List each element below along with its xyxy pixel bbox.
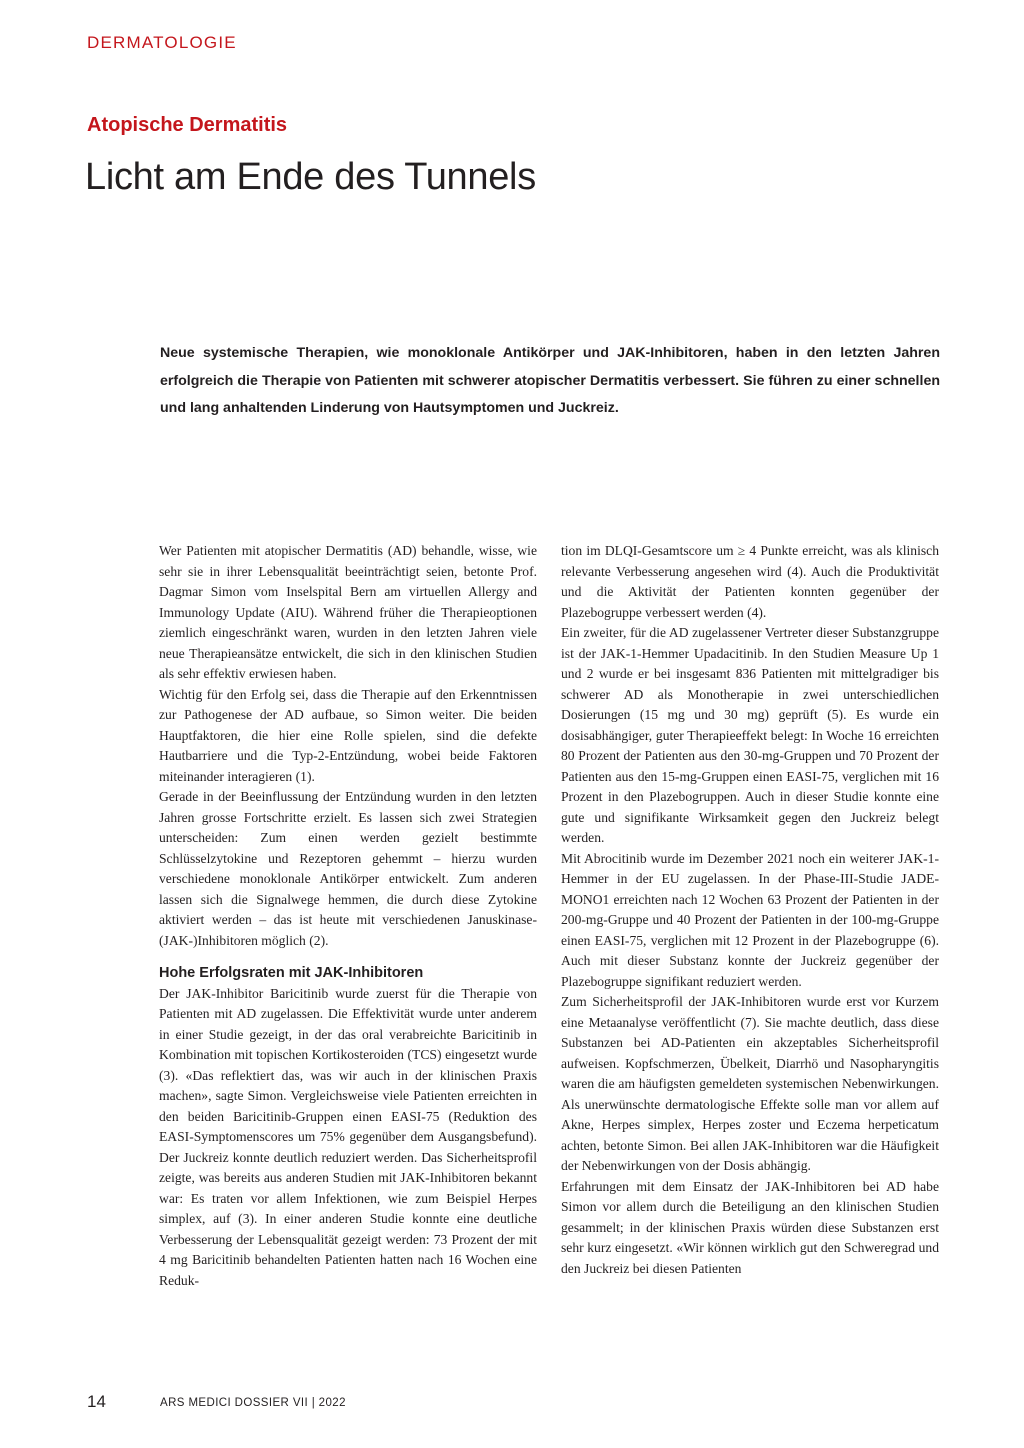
paragraph: Mit Abrocitinib wurde im Dezember 2021 noch ein weiterer JAK-1-Hemmer in der EU zugelassen. In der Phase-III-Studie JADE-MONO1 erreichten nach 12 Wochen 63 Prozent der Patienten in der 200-mg-Gruppe und 40 Prozent der Patienten in der 100-mg-Gruppe einen EASI-75, verglichen mit 12 Prozent in der Plazebogruppe (6). Auch mit dieser Substanz konnte der Juckreiz gegenüber der Plazebogruppe signifikant reduziert werden. (561, 850, 939, 989)
paragraph: Ein zweiter, für die AD zugelassener Vertreter dieser Substanzgruppe ist der JAK-1-Hemmer Upadacitinib. In den Studien Measure Up 1 und 2 wurde er bei insgesamt 836 Patienten mit mittelgradiger bis schwerer AD als Monotherapie in zwei unterschiedlichen Dosierungen (15 mg und 30 mg) geprüft (5). Es wurde ein dosisabhängiger, guter Therapieeffekt belegt: In Woche 16 erreichten 80 Prozent der Patienten aus den 30-mg-Gruppen und 70 Prozent der Patienten aus den 15-mg-Gruppen einen EASI-75, verglichen mit 16 Prozent in den Plazebogruppen. Auch in dieser Studie konnte eine gute und signifikante Wirksamkeit gegen den Juckreiz belegt werden. (561, 625, 939, 845)
subheading: Hohe Erfolgsraten mit JAK-Inhibitoren (159, 965, 424, 981)
paragraph: tion im DLQI-Gesamtscore um ≥ 4 Punkte erreicht, was als klinisch relevante Verbesserung angesehen wird (4). Auch die Produktivität und die Aktivität der Patienten konnten gegenüber der Plazebogruppe verbessert werden (4). (561, 543, 939, 620)
paragraph: Der JAK-Inhibitor Baricitinib wurde zuerst für die Therapie von Patienten mit AD zugelassen. Die Effektivität wurde unter anderem in einer Studie gezeigt, in der das oral verabreichte Baricitinib in Kombination mit topischen Kortikosteroiden (TCS) eingesetzt wurde (3). «Das reflektiert das, was wir auch in der klinischen Praxis machen», sagte Simon. Vergleichsweise viele Patienten erreichten in den beiden Baricitinib-Gruppen einen EASI-75 (Reduktion des EASI-Symptomenscores um 75% gegenüber dem Ausgangsbefund). Der Juckreiz konnte deutlich reduziert werden. Das Sicherheitsprofil zeigte, was bereits aus anderen Studien mit JAK-Inhibitoren bekannt war: Es traten vor allem Infektionen, wie zum Beispiel Herpes simplex, auf (3). In einer anderen Studie konnte eine deutliche Verbesserung der Lebensqualität gezeigt werden: 73 Prozent der mit 4 mg Baricitinib behandelten Patienten hatten nach 16 Wochen eine Reduk- (159, 985, 537, 1288)
journal-name: ARS MEDICI DOSSIER VII | 2022 (160, 1397, 346, 1409)
paragraph: Wichtig für den Erfolg sei, dass die Therapie auf den Erkenntnissen zur Pathogenese der AD aufbaue, so Simon weiter. Die beiden Hauptfaktoren, die hier eine Rolle spielen, sind die defekte Hautbarriere und die Typ-2-Entzündung, wobei beide Faktoren miteinander interagieren (1). (159, 686, 537, 784)
paragraph: Wer Patienten mit atopischer Dermatitis (AD) behandle, wisse, wie sehr sie in ihrer Lebensqualität beeinträchtigt seien, betonte Prof. Dagmar Simon vom Inselspital Bern am virtuellen Allergy and Immunology Update (AIU). Während früher die Therapieoptionen ziemlich eingeschränkt waren, wurden in den letzten Jahren viele neue Therapieansätze entwickelt, die sich in den klinischen Studien als sehr effektiv erwiesen haben. (159, 543, 537, 681)
text-column-right (561, 541, 939, 1279)
article-kicker: Atopische Dermatitis (87, 114, 288, 136)
page-number: 14 (87, 1392, 106, 1411)
text-column-left (159, 541, 537, 1291)
article-title: Licht am Ende des Tunnels (85, 156, 536, 198)
section-label: DERMATOLOGIE (87, 33, 237, 52)
paragraph: Zum Sicherheitsprofil der JAK-Inhibitoren wurde erst vor Kurzem eine Metaanalyse veröffentlicht (7). Sie machte deutlich, dass diese Substanzen bei AD-Patienten ein akzeptables Sicherheitsprofil aufweisen. Kopfschmerzen, Übelkeit, Diarrhö und Nasopharyngitis waren die am häufigsten gemeldeten systemischen Nebenwirkungen. Als unerwünschte dermatologische Effekte solle man vor allem auf Akne, Herpes simplex, Herpes zoster und Eczema herpeticatum achten, betonte Simon. Bei allen JAK-Inhibitoren war die Häufigkeit der Nebenwirkungen von der Dosis abhängig. (561, 994, 939, 1173)
article-lead: Neue systemische Therapien, wie monoklonale Antikörper und JAK-Inhibitoren, haben in den letzten Jahren erfolgreich die Therapie von Patienten mit schwerer atopischer Dermatitis verbessert. Sie führen zu einer schnellen und lang anhaltenden Linderung von Hautsymptomen und Juckreiz. (160, 345, 940, 416)
paragraph: Gerade in der Beeinflussung der Entzündung wurden in den letzten Jahren grosse Fortschritte erzielt. Es lassen sich zwei Strategien unterscheiden: Zum einen werden gezielt bestimmte Schlüsselzytokine und Rezeptoren gehemmt – hierzu wurden verschiedene monoklonale Antikörper entwickelt. Zum anderen lassen sich die Signalwege hemmen, die durch diese Zytokine aktiviert werden – das ist heute mit verschiedenen Januskinase-(JAK-)Inhibitoren möglich (2). (159, 789, 537, 948)
paragraph: Erfahrungen mit dem Einsatz der JAK-Inhibitoren bei AD habe Simon vor allem durch die Beteiligung an den klinischen Studien gesammelt; in der klinischen Praxis würden diese Substanzen erst sehr kurz eingesetzt. «Wir können wirklich gut den Schweregrad und den Juckreiz bei diesen Patienten (561, 1178, 939, 1276)
